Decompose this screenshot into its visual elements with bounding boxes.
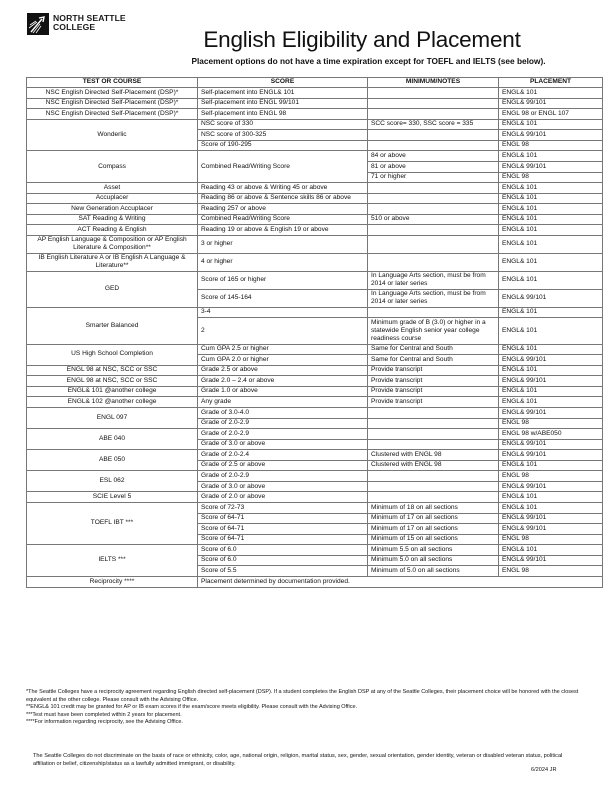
test-cell: ENGL& 101 @another college	[27, 386, 198, 397]
notes-cell	[368, 439, 499, 450]
score-cell: Grade of 2.5 or above	[198, 460, 368, 471]
placement-cell: ENGL& 101	[499, 545, 603, 556]
notes-cell: 510 or above	[368, 214, 499, 225]
score-cell: Grade of 3.0-4.0	[198, 407, 368, 418]
placement-cell: ENGL& 101	[499, 271, 603, 289]
score-cell: Score of 145-164	[198, 289, 368, 307]
test-cell: NSC English Directed Self-Placement (DSP)*	[27, 109, 198, 120]
notes-cell: Provide transcript	[368, 386, 499, 397]
table-row	[27, 119, 603, 130]
test-cell: ENGL& 102 @another college	[27, 397, 198, 408]
placement-cell: ENGL& 101	[499, 204, 603, 215]
notes-cell	[368, 225, 499, 236]
notes-cell	[368, 130, 499, 141]
notes-cell: Provide transcript	[368, 376, 499, 387]
notes-cell: 84 or above	[368, 151, 499, 162]
score-cell: Combined Read/Writing Score	[198, 151, 368, 183]
score-cell: Score of 190-295	[198, 140, 368, 151]
placement-cell: ENGL& 99/101	[499, 161, 603, 172]
column-header-test: TEST OR COURSE	[27, 78, 198, 88]
test-cell: Accuplacer	[27, 193, 198, 204]
notes-cell	[368, 253, 499, 271]
placement-cell: ENGL& 101	[499, 397, 603, 408]
score-cell: Grade of 2.0-2.9	[198, 429, 368, 440]
notes-cell: Same for Central and South	[368, 355, 499, 366]
placement-cell: ENGL& 101	[499, 307, 603, 318]
notes-cell: 81 or above	[368, 161, 499, 172]
score-cell: Score of 72-73	[198, 503, 368, 514]
placement-cell: ENGL& 99/101	[499, 130, 603, 141]
test-cell: ACT Reading & English	[27, 225, 198, 236]
placement-cell: ENGL 98 or ENGL 107	[499, 109, 603, 120]
score-cell: Grade of 3.0 or above	[198, 481, 368, 492]
notes-cell	[368, 418, 499, 429]
table-row	[27, 253, 603, 271]
score-cell: Reading 19 or above & English 19 or above	[198, 225, 368, 236]
table-row	[27, 376, 603, 387]
table-row	[27, 386, 603, 397]
notes-cell: Minimum of 17 on all sections	[368, 513, 499, 524]
placement-cell: ENGL& 101	[499, 193, 603, 204]
placement-cell: ENGL& 99/101	[499, 407, 603, 418]
notes-cell: Minimum 5.0 on all sections	[368, 555, 499, 566]
placement-cell: ENGL& 101	[499, 253, 603, 271]
score-cell: Grade 2.0 – 2.4 or above	[198, 376, 368, 387]
test-cell: ENGL 097	[27, 407, 198, 428]
test-cell: ABE 050	[27, 450, 198, 471]
logo-line-2: COLLEGE	[53, 22, 96, 32]
footnote-1: *The Seattle Colleges have a reciprocity agreement regarding English directed self-placement (DSP). If a student completes the English DSP at any of the Seattle Colleges, their placement choice will be honored with the closest equivalent at the other college. Please consult with the Advising Office.	[26, 689, 579, 703]
score-cell: Score of 165 or higher	[198, 271, 368, 289]
placement-cell: ENGL& 101	[499, 225, 603, 236]
test-cell: Reciprocity ****	[27, 576, 198, 587]
notes-cell	[368, 429, 499, 440]
table-row	[27, 429, 603, 440]
table-row	[27, 545, 603, 556]
test-cell: Wonderlic	[27, 119, 198, 151]
placement-cell: ENGL& 99/101	[499, 376, 603, 387]
placement-cell: ENGL& 101	[499, 235, 603, 253]
table-row	[27, 151, 603, 162]
placement-cell: ENGL 98	[499, 140, 603, 151]
test-cell: Compass	[27, 151, 198, 183]
notes-cell: Provide transcript	[368, 397, 499, 408]
notes-cell: Same for Central and South	[368, 344, 499, 355]
placement-cell: ENGL& 101	[499, 151, 603, 162]
score-cell: Self-placement into ENGL 99/101	[198, 98, 368, 109]
test-cell: NSC English Directed Self-Placement (DSP)*	[27, 98, 198, 109]
table-row	[27, 271, 603, 289]
table-row	[27, 407, 603, 418]
score-cell: Combined Read/Writing Score	[198, 214, 368, 225]
notes-cell: Minimum 5.5 on all sections	[368, 545, 499, 556]
footnote-4: ****For information regarding reciprocity, see the Advising Office.	[26, 719, 183, 726]
logo-line-1: NORTH SEATTLE	[53, 13, 126, 23]
notes-cell: Minimum of 5.0 on all sections	[368, 566, 499, 577]
test-cell: AP English Language & Composition or AP English Literature & Composition**	[27, 235, 198, 253]
placement-cell: ENGL& 99/101	[499, 289, 603, 307]
placement-cell: ENGL& 99/101	[499, 98, 603, 109]
table-row	[27, 193, 603, 204]
notes-cell: Minimum of 17 on all sections	[368, 524, 499, 535]
score-cell: Grade of 3.0 or above	[198, 439, 368, 450]
placement-cell: ENGL& 101	[499, 214, 603, 225]
test-cell: IB English Literature A or IB English A Language & Literature**	[27, 253, 198, 271]
test-cell: US High School Completion	[27, 344, 198, 365]
notes-cell: Minimum of 18 on all sections	[368, 503, 499, 514]
table-row	[27, 235, 603, 253]
revision-date: 6/2024 JR	[531, 767, 557, 773]
table-row	[27, 471, 603, 482]
score-cell: Cum GPA 2.0 or higher	[198, 355, 368, 366]
test-cell: SCIE Level 5	[27, 492, 198, 503]
nondiscrimination-statement: The Seattle Colleges do not discriminate on the basis of race or ethnicity, color, age, national origin, religion, marital status, sex, gender, sexual orientation, gender identity, veteran or disabled veteran status, political affiliation or belief, citizenship/status as a lawfully admitted immigrant, or disability.	[33, 753, 563, 767]
score-cell: Placement determined by documentation provided.	[198, 576, 603, 587]
notes-cell	[368, 109, 499, 120]
table-row	[27, 183, 603, 194]
score-cell: Any grade	[198, 397, 368, 408]
test-cell: Asset	[27, 183, 198, 194]
placement-cell: ENGL& 101	[499, 88, 603, 99]
notes-cell	[368, 88, 499, 99]
notes-cell: 71 or higher	[368, 172, 499, 183]
score-cell: Reading 257 or above	[198, 204, 368, 215]
notes-cell	[368, 307, 499, 318]
table-row	[27, 365, 603, 376]
score-cell: Score of 64-71	[198, 513, 368, 524]
score-cell: Score of 6.0	[198, 555, 368, 566]
column-header-score: SCORE	[198, 78, 368, 88]
test-cell: New Generation Accuplacer	[27, 204, 198, 215]
notes-cell: In Language Arts section, must be from 2014 or later series	[368, 289, 499, 307]
score-cell: Score of 5.5	[198, 566, 368, 577]
score-cell: Score of 64-71	[198, 524, 368, 535]
notes-cell	[368, 193, 499, 204]
score-cell: 2	[198, 318, 368, 344]
notes-cell: Minimum grade of B (3.0) or higher in a statewide English senior year college readiness course	[368, 318, 499, 344]
table-row	[27, 214, 603, 225]
column-header-notes: MINIMUM/NOTES	[368, 78, 499, 88]
table-row	[27, 344, 603, 355]
score-cell: Grade of 2.0-2.9	[198, 471, 368, 482]
score-cell: Grade 1.0 or above	[198, 386, 368, 397]
score-cell: Score of 64-71	[198, 534, 368, 545]
placement-cell: ENGL& 101	[499, 318, 603, 344]
table-row	[27, 307, 603, 318]
footnotes	[26, 689, 604, 727]
notes-cell	[368, 481, 499, 492]
notes-cell	[368, 235, 499, 253]
notes-cell	[368, 183, 499, 194]
notes-cell	[368, 98, 499, 109]
table-row	[27, 88, 603, 99]
test-cell: NSC English Directed Self-Placement (DSP)*	[27, 88, 198, 99]
placement-cell: ENGL& 101	[499, 460, 603, 471]
table-header-row	[27, 78, 603, 88]
placement-cell: ENGL& 101	[499, 183, 603, 194]
score-cell: Grade of 2.0-2.9	[198, 418, 368, 429]
notes-cell: SCC score= 330, SSC score = 335	[368, 119, 499, 130]
placement-cell: ENGL& 99/101	[499, 439, 603, 450]
placement-cell: ENGL 98	[499, 172, 603, 183]
score-cell: 3 or higher	[198, 235, 368, 253]
notes-cell	[368, 140, 499, 151]
notes-cell	[368, 407, 499, 418]
column-header-placement: PLACEMENT	[499, 78, 603, 88]
table-row	[27, 225, 603, 236]
table-row	[27, 450, 603, 461]
score-cell: Reading 43 or above & Writing 45 or above	[198, 183, 368, 194]
score-cell: 4 or higher	[198, 253, 368, 271]
score-cell: Grade of 2.0 or above	[198, 492, 368, 503]
placement-cell: ENGL& 99/101	[499, 524, 603, 535]
placement-cell: ENGL 98	[499, 418, 603, 429]
placement-cell: ENGL& 101	[499, 365, 603, 376]
score-cell: Score of 6.0	[198, 545, 368, 556]
test-cell: ESL 062	[27, 471, 198, 492]
notes-cell	[368, 471, 499, 482]
notes-cell	[368, 204, 499, 215]
table-row	[27, 204, 603, 215]
test-cell: IELTS ***	[27, 545, 198, 577]
table-row	[27, 397, 603, 408]
placement-cell: ENGL& 99/101	[499, 450, 603, 461]
score-cell: Grade of 2.0-2.4	[198, 450, 368, 461]
notes-cell: In Language Arts section, must be from 2014 or later series	[368, 271, 499, 289]
placement-cell: ENGL& 101	[499, 492, 603, 503]
placement-cell: ENGL& 99/101	[499, 355, 603, 366]
table-row	[27, 503, 603, 514]
placement-cell: ENGL 98	[499, 471, 603, 482]
footnote-2: **ENGL& 101 credit may be granted for AP or IB exam scores if the exam/score meets eligibility. Please consult with the Advising Office.	[26, 704, 358, 711]
test-cell: TOEFL IBT ***	[27, 503, 198, 545]
placement-cell: ENGL& 99/101	[499, 481, 603, 492]
test-cell: GED	[27, 271, 198, 307]
placement-cell: ENGL 98	[499, 566, 603, 577]
table-row	[27, 576, 603, 587]
test-cell: ABE 040	[27, 429, 198, 450]
table-row	[27, 492, 603, 503]
notes-cell: Clustered with ENGL 98	[368, 460, 499, 471]
table-row	[27, 109, 603, 120]
score-cell: NSC score of 330	[198, 119, 368, 130]
score-cell: NSC score of 300-325	[198, 130, 368, 141]
placement-cell: ENGL& 99/101	[499, 555, 603, 566]
placement-table	[26, 77, 603, 588]
placement-cell: ENGL& 101	[499, 344, 603, 355]
placement-cell: ENGL 98 w/ABE050	[499, 429, 603, 440]
test-cell: ENGL 98 at NSC, SCC or SSC	[27, 376, 198, 387]
page-subtitle: Placement options do not have a time expiration except for TOEFL and IELTS (see below).	[191, 56, 546, 66]
score-cell: 3-4	[198, 307, 368, 318]
placement-cell: ENGL& 101	[499, 503, 603, 514]
notes-cell	[368, 492, 499, 503]
notes-cell: Minimum of 15 on all sections	[368, 534, 499, 545]
score-cell: Grade 2.5 or above	[198, 365, 368, 376]
notes-cell: Clustered with ENGL 98	[368, 450, 499, 461]
score-cell: Self-placement into ENGL 98	[198, 109, 368, 120]
placement-cell: ENGL 98	[499, 534, 603, 545]
placement-cell: ENGL& 101	[499, 119, 603, 130]
score-cell: Cum GPA 2.5 or higher	[198, 344, 368, 355]
table-body	[27, 88, 603, 588]
test-cell: ENGL 98 at NSC, SCC or SSC	[27, 365, 198, 376]
notes-cell: Provide transcript	[368, 365, 499, 376]
test-cell: SAT Reading & Writing	[27, 214, 198, 225]
table-row	[27, 98, 603, 109]
test-cell: Smarter Balanced	[27, 307, 198, 344]
score-cell: Reading 86 or above & Sentence skills 86 or above	[198, 193, 368, 204]
footnote-3: ***Test must have been completed within 2 years for placement.	[26, 711, 182, 718]
placement-cell: ENGL& 99/101	[499, 513, 603, 524]
page-title: English Eligibility and Placement	[203, 27, 521, 52]
score-cell: Self-placement into ENGL& 101	[198, 88, 368, 99]
placement-cell: ENGL& 101	[499, 386, 603, 397]
